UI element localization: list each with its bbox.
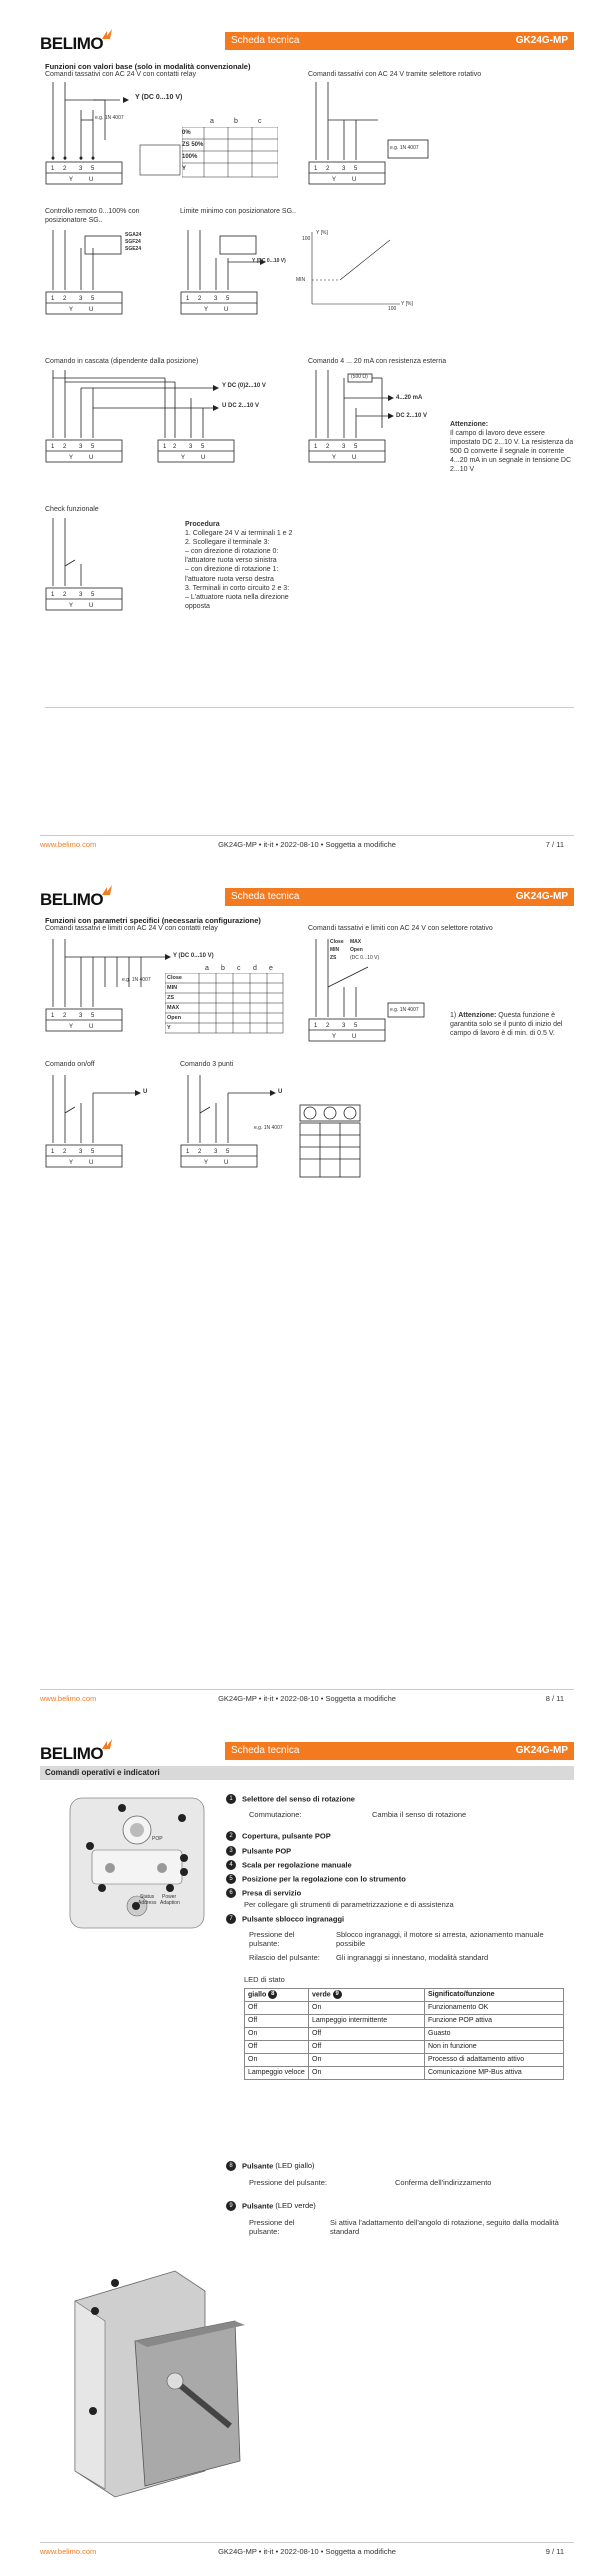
signal-dc-label: DC 2...10 V [396,413,428,419]
svg-text:2: 2 [63,1149,67,1155]
svg-text:5: 5 [354,1023,358,1029]
svg-text:U: U [89,455,94,461]
svg-text:1: 1 [163,444,167,450]
svg-text:2: 2 [63,444,67,450]
svg-text:3: 3 [79,444,83,450]
press-value: Sblocco ingranaggi, il motore si arresta, azionamento manuale possibile [336,1930,544,1949]
wiring-diagram-check [45,516,135,616]
svg-text:3: 3 [79,296,83,302]
svg-text:3: 3 [79,1149,83,1155]
procedure-step-4: – con direzione di rotazione 1: l'attuatore ruota verso destra [185,566,279,583]
svg-text:5: 5 [91,592,95,598]
procedure-note [185,520,300,611]
lt-row-1: MIN [167,985,178,991]
page-header [40,888,574,908]
svg-text:1: 1 [51,592,55,598]
item-5: 5 Posizione per la regolazione con lo strumento [226,1874,406,1884]
caption-remote: Controllo remoto 0...100% con [45,208,140,215]
svg-text:1: 1 [51,296,55,302]
btn9-value: Si attiva l'adattamento dell'angolo di rotazione, seguito dalla modalità standard [330,2218,559,2237]
device-label-address: Address [138,1900,157,1906]
svg-text:3: 3 [342,1023,346,1029]
resistor-label: (500 Ω) [351,374,368,380]
item-6: 6 Presa di servizio [226,1888,301,1898]
flame-icon [100,885,114,897]
caption-4-20ma: Comando 4 ... 20 mA con resistenza esterna [308,358,447,365]
svg-text:1: 1 [186,296,190,302]
btn9-key: Pressione del pulsante: [249,2218,295,2237]
lt-head-c: c [237,965,241,972]
table-grid [182,127,278,179]
table-header-row [245,1989,564,2002]
caption-relay-limits: Comandi tassativi e limiti con AC 24 V con contatti relay [45,925,218,932]
svg-text:1: 1 [314,1023,318,1029]
table-row-2: 100% [182,154,198,160]
section-title: Comandi operativi e indicatori [45,1768,160,1777]
svg-text:U: U [89,603,94,609]
item-1: 1 Selettore del senso di rotazione [226,1794,355,1804]
device-label-pop: POP [152,1836,163,1842]
lt-row-5: Y [167,1025,171,1031]
svg-text:3: 3 [79,166,83,172]
graph-min-label: MIN [296,277,306,283]
item-7: 7 Pulsante sblocco ingranaggi [226,1914,344,1924]
svg-text:2: 2 [326,166,330,172]
item-4: 4 Scala per regolazione manuale [226,1860,352,1870]
commutazione-value: Cambia il senso di rotazione [372,1810,467,1819]
flame-icon [100,29,114,41]
diode-label-2: e.g. 1N 4007 [390,1007,419,1013]
svg-text:3: 3 [79,592,83,598]
table-row: Off Lampeggio intermittente Funzione POP attiva [245,2015,564,2028]
header-bar [225,32,574,50]
page-header [40,32,574,52]
header-model: GK24G-MP [515,1745,568,1756]
led-head-meaning: Significato/funzione [425,1989,564,2002]
caption-remote-2: posizionatore SG.. [45,217,103,224]
btn8-key: Pressione del pulsante: [249,2178,327,2187]
page-9 [0,1706,604,2560]
commutazione-key: Commutazione: [249,1810,302,1819]
diode-label: e.g. 1N 4007 [122,977,151,983]
svg-text:3: 3 [79,1013,83,1019]
page-number: 7 / 11 [545,840,564,849]
rotary-label-open: Open [350,947,363,953]
svg-text:3: 3 [214,1149,218,1155]
attention-title: Attenzione: [458,1012,497,1019]
svg-text:U: U [89,307,94,313]
divider [45,707,574,708]
svg-text:2: 2 [326,1023,330,1029]
svg-text:2: 2 [173,444,177,450]
table-row: Lampeggio veloce On Comunicazione MP-Bus attiva [245,2067,564,2080]
device-label-status: Status [140,1894,155,1900]
wiring-diagram-relay-limits [45,937,185,1037]
graph-x-axis-label: Y [%] [401,301,413,307]
wiring-diagram-min-limit [180,228,300,318]
actuator-illustration [55,2261,255,2501]
section-bar [40,1766,574,1780]
item-3: 3 Pulsante POP [226,1846,291,1856]
signal-u-label-2: U [278,1089,283,1095]
table-head-b: b [234,118,238,125]
svg-text:1: 1 [314,166,318,172]
wiring-diagram-remote [45,228,175,318]
btn8-value: Conferma dell'indirizzamento [395,2178,492,2187]
led-head-green: verde 9 [309,1989,425,2002]
svg-text:Y: Y [69,603,74,609]
svg-text:1: 1 [186,1149,190,1155]
led-status-label: LED di stato [244,1975,285,1984]
page-8 [0,853,604,1706]
diode-label-3: e.g. 1N 4007 [254,1125,283,1131]
svg-text:1: 1 [51,1013,55,1019]
limits-table [165,965,285,1045]
attention-title: Attenzione: [450,421,489,428]
caption-min-limit: Limite minimo con posizionatore SG.. [180,208,296,215]
positioner-label-0: SGA24 [125,232,142,238]
procedure-step-5: 3. Terminali in corto circuito 2 e 3: [185,584,290,592]
cascade-y-label: Y DC (0)2...10 V [222,383,266,389]
svg-text:Y: Y [69,307,74,313]
release-value: Gli ingranaggi si innestano, modalità standard [336,1953,489,1962]
footer-text: GK24G-MP • it-it • 2022-08-10 • Soggetta a modifiche [218,840,396,849]
lt-row-2: ZS [167,995,175,1001]
header-model: GK24G-MP [515,891,568,902]
attention-text: Il campo di lavoro deve essere impostato DC 2...10 V. La resistenza da 500 Ω converte il segnale in corrente 4...20 mA in un segnale in tensione DC 2...10 V [450,430,574,474]
lt-head-d: d [253,965,257,972]
caption-check: Check funzionale [45,506,99,513]
diode-label: e.g. 1N 4007 [95,115,124,121]
svg-text:Y: Y [332,455,337,461]
table-row-0: 0% [182,130,191,136]
svg-text:3: 3 [189,444,193,450]
table-row: On On Processo di adattamento attivo [245,2054,564,2067]
svg-text:5: 5 [91,1013,95,1019]
footer-text: GK24G-MP • it-it • 2022-08-10 • Soggetta a modifiche [218,2547,396,2556]
caption-relay: Comandi tassativi con AC 24 V con contatti relay [45,71,196,78]
page-header [40,1742,574,1762]
device-label-power: Power [162,1894,177,1900]
lt-row-4: Open [167,1015,182,1021]
graph-y-axis-label: Y [%] [316,230,328,236]
release-key: Rilascio del pulsante: [249,1953,320,1962]
table-head-a: a [210,118,214,125]
table-row: Off Off Non in funzione [245,2041,564,2054]
lt-head-e: e [269,965,273,972]
svg-text:5: 5 [91,296,95,302]
procedure-step-3: – con direzione di rotazione 0: l'attuatore ruota verso sinistra [185,548,279,565]
lt-head-a: a [205,965,209,972]
svg-text:Y: Y [204,307,209,313]
svg-text:1: 1 [51,166,55,172]
svg-text:Y: Y [69,1160,74,1166]
lt-head-b: b [221,965,225,972]
svg-text:2: 2 [63,1013,67,1019]
section-title: Funzioni con valori base (solo in modalità convenzionale) [45,62,251,71]
table-row-3: Y [182,166,187,172]
item-2: 2 Copertura, pulsante POP [226,1831,331,1841]
header-title: Scheda tecnica [231,891,300,902]
rotary-label-min: MIN [330,947,340,953]
device-label-adaption: Adaption [160,1900,180,1906]
cascade-u-label: U DC 2...10 V [222,403,260,409]
attention-text: Questa funzione è garantita solo se il punto di inizio del campo di lavoro è di min. di 0.5 V. [450,1012,563,1038]
svg-text:2: 2 [198,296,202,302]
header-title: Scheda tecnica [231,35,300,46]
svg-text:5: 5 [226,296,230,302]
caption-3-point: Comando 3 punti [180,1061,234,1068]
footer-text: GK24G-MP • it-it • 2022-08-10 • Soggetta a modifiche [218,1694,396,1703]
svg-text:Y: Y [332,177,337,183]
svg-text:U: U [352,455,357,461]
header-bar [225,888,574,906]
caption-cascade: Comando in cascata (dipendente dalla posizione) [45,358,199,365]
page-footer [40,835,574,849]
procedure-title: Procedura [185,521,220,528]
svg-text:1: 1 [51,1149,55,1155]
lt-row-3: MAX [167,1005,180,1011]
svg-text:U: U [89,177,94,183]
rotary-label-zs: ZS [330,955,337,961]
svg-text:5: 5 [354,166,358,172]
svg-text:5: 5 [91,1149,95,1155]
page-7 [0,0,604,853]
note-num: 1) [450,1012,457,1019]
svg-text:2: 2 [63,296,67,302]
svg-text:3: 3 [342,166,346,172]
diode-label-2: e.g. 1N 4007 [390,145,419,151]
min-limit-graph [300,228,410,318]
svg-text:Y: Y [332,1034,337,1040]
caption-on-off: Comando on/off [45,1061,95,1068]
item-8: 8 Pulsante (LED giallo) [226,2161,315,2171]
svg-text:5: 5 [201,444,205,450]
rotary-label-close: Close [330,939,344,945]
svg-text:5: 5 [354,444,358,450]
page-number: 9 / 11 [545,2547,564,2556]
signal-u-label: U [143,1089,148,1095]
svg-text:3: 3 [214,296,218,302]
svg-text:5: 5 [91,444,95,450]
procedure-step-6: – L'attuatore ruota nella direzione opposta [185,593,289,610]
signal-y-label: Y (DC 0...10 V) [135,94,183,101]
footer-link[interactable]: www.belimo.com [40,840,97,849]
table-row: On Off Guasto [245,2028,564,2041]
attention-note [450,1011,570,1038]
svg-text:U: U [224,1160,229,1166]
svg-text:Y: Y [69,177,74,183]
svg-text:5: 5 [91,166,95,172]
procedure-step-2: 2. Scollegare il terminale 3: [185,539,270,547]
table-head-c: c [258,118,262,125]
led-status-table [244,1988,564,2080]
footer-link[interactable]: www.belimo.com [40,2547,97,2556]
svg-text:Y: Y [69,455,74,461]
svg-text:2: 2 [63,166,67,172]
page-footer [40,1689,574,1703]
graph-y-max: 100 [302,236,311,242]
wiring-diagram-on-off [45,1073,165,1173]
item-9: 9 Pulsante (LED verde) [226,2201,316,2211]
svg-text:1: 1 [314,444,318,450]
header-title: Scheda tecnica [231,1745,300,1756]
relay-table [182,118,282,182]
svg-text:2: 2 [63,592,67,598]
belimo-logo: BELIMO [40,888,120,908]
page-number: 8 / 11 [545,1694,564,1703]
wiring-diagram-rotary [308,80,458,192]
flame-icon [100,1739,114,1751]
lt-row-0: Close [167,975,182,981]
svg-text:U: U [352,177,357,183]
svg-text:U: U [224,307,229,313]
svg-text:Y: Y [69,1024,74,1030]
led-head-yellow: giallo 8 [245,1989,309,2002]
graph-x-max: 100 [388,306,397,312]
positioner-label-2: SGE24 [125,246,142,252]
section-title: Funzioni con parametri specifici (necessaria configurazione) [45,916,261,925]
signal-y-label-2: Y (DC 0...10 V) [252,258,286,264]
svg-text:Y: Y [204,1160,209,1166]
footer-link[interactable]: www.belimo.com [40,1694,97,1703]
servizio-text: Per collegare gli strumenti di parametrizzazione e di assistenza [244,1900,454,1909]
svg-text:U: U [89,1024,94,1030]
belimo-logo: BELIMO [40,32,120,52]
header-bar [225,1742,574,1760]
header-model: GK24G-MP [515,35,568,46]
page-footer [40,2542,574,2556]
rotary-label-dc: (DC 0...10 V) [350,955,380,961]
table-row-1: ZS 50% [182,142,204,148]
svg-text:5: 5 [226,1149,230,1155]
signal-4-20ma-label: 4...20 mA [396,395,423,401]
svg-text:Y: Y [181,455,186,461]
press-key: Pressione del pulsante: [249,1930,295,1949]
device-front-illustration [62,1788,212,1938]
procedure-step-1: 1. Collegare 24 V ai terminali 1 e 2 [185,530,293,538]
caption-rotary: Comandi tassativi con AC 24 V tramite selettore rotativo [308,71,482,78]
caption-rotary-limits: Comandi tassativi e limiti con AC 24 V con selettore rotativo [308,925,493,932]
limits-table-grid [165,973,285,1037]
svg-text:U: U [352,1034,357,1040]
rotary-label-max: MAX [350,939,362,945]
svg-text:2: 2 [326,444,330,450]
signal-y-label: Y (DC 0...10 V) [173,953,214,959]
positioner-label-1: SGF24 [125,239,141,245]
svg-text:3: 3 [342,444,346,450]
attention-note [450,420,575,475]
svg-text:U: U [89,1160,94,1166]
svg-text:2: 2 [198,1149,202,1155]
svg-text:1: 1 [51,444,55,450]
belimo-logo: BELIMO [40,1742,120,1762]
table-row: Off On Funzionamento OK [245,2002,564,2015]
wiring-diagram-rotary-limits [308,937,468,1047]
svg-text:U: U [201,455,206,461]
